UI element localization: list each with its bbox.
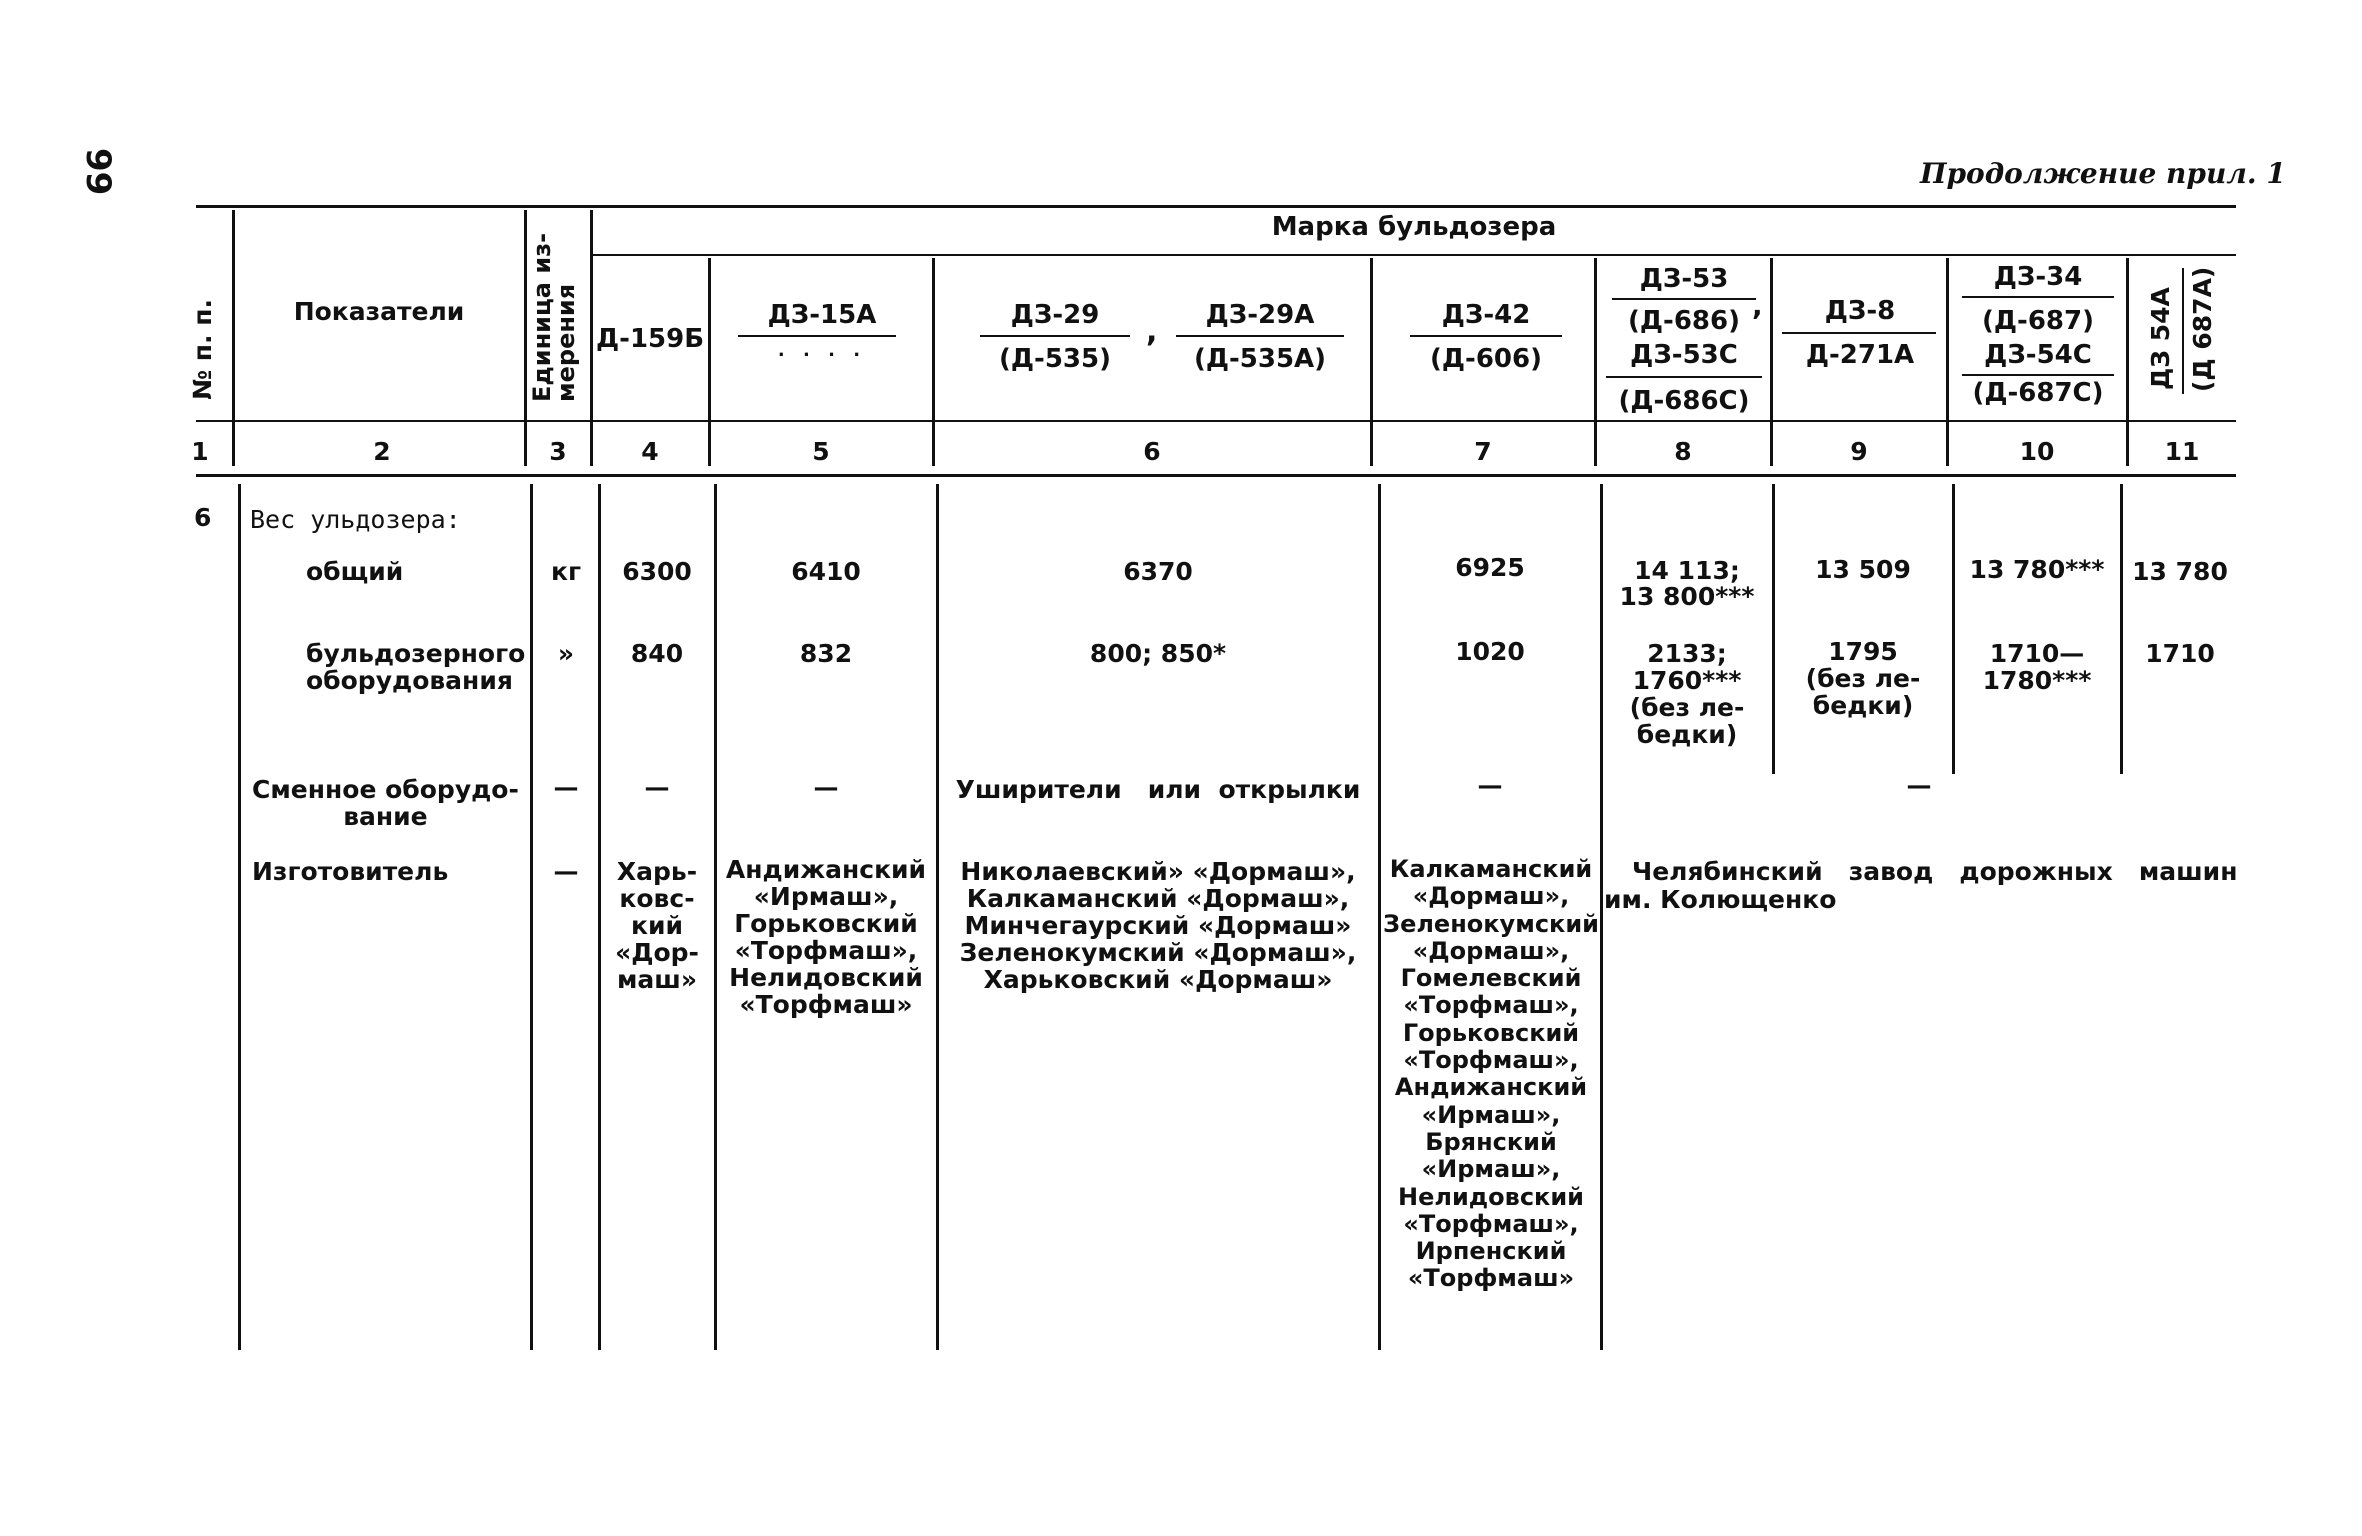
fraction-bar: [2182, 268, 2184, 394]
fraction-bar: [1612, 298, 1756, 300]
col-num-header: № п. п.: [188, 298, 217, 400]
model-c8-comma: ,: [1752, 289, 1763, 322]
continuation-label: Продолжение прил. 1: [1920, 157, 2286, 190]
fraction-bar: [1176, 335, 1344, 337]
equipment-c9: 1795 (без ле- бедки): [1805, 637, 1921, 720]
header-vline: [1946, 258, 1949, 466]
model-c8-l3: ДЗ-53С: [1630, 340, 1738, 370]
model-c6b-bottom: (Д-535А): [1193, 344, 1327, 374]
replaceable-c7: —: [1477, 771, 1503, 800]
equipment-c5: 832: [799, 639, 853, 668]
col-number: 10: [2019, 437, 2055, 466]
total-c8: 14 113; 13 800***: [1619, 556, 1755, 611]
header-vline: [1594, 258, 1597, 466]
manufacturer-c8-11-line2: им. Колющенко: [1604, 885, 1837, 914]
body-vline: [530, 484, 533, 1350]
col-number: 4: [641, 437, 659, 466]
equipment-c7: 1020: [1455, 637, 1525, 666]
fraction-bar: [980, 335, 1130, 337]
model-c11-bottom: (Д 687А): [2188, 266, 2217, 392]
total-label: общий: [306, 557, 404, 586]
header-vline: [232, 210, 235, 466]
brand-group-header: Марка бульдозера: [1271, 212, 1557, 242]
model-c4: Д-159Б: [596, 324, 705, 354]
total-c5: 6410: [791, 557, 861, 586]
header-vline: [1370, 258, 1373, 466]
manufacturer-label: Изготовитель: [252, 857, 449, 886]
manufacturer-unit: —: [553, 857, 579, 886]
replaceable-c5: —: [813, 773, 839, 802]
total-c4: 6300: [622, 557, 692, 586]
replaceable-unit: —: [553, 773, 579, 802]
col-number: 9: [1850, 437, 1868, 466]
total-c6: 6370: [1123, 557, 1193, 586]
manufacturer-c5: Андижанский «Ирмаш», Горьковский «Торфмаш», Нелидовский «Торфмаш»: [725, 855, 927, 1019]
model-c8-l2: (Д-686): [1628, 306, 1740, 336]
header-vline: [590, 210, 593, 466]
model-c10-l3: ДЗ-54С: [1984, 340, 2092, 370]
brand-group-rule: [592, 254, 2236, 256]
weight-title: Вес ульдозера:: [250, 505, 461, 534]
header-vline: [1770, 258, 1773, 466]
manufacturer-c6: Николаевский» «Дормаш», Калкаманский «Дормаш», Минчегаурский «Дормаш» Зеленокумский «Дормаш», Харьковский «Дормаш»: [959, 857, 1357, 994]
total-c11: 13 780: [2132, 557, 2228, 586]
equipment-c4: 840: [630, 639, 684, 668]
manufacturer-c8-11-line1: Челябинский завод дорожных машин: [1632, 857, 2238, 886]
header-vline: [524, 210, 527, 466]
equipment-c6: 800; 850*: [1089, 639, 1227, 668]
model-c10-l2: (Д-687): [1982, 306, 2094, 336]
total-c9: 13 509: [1815, 555, 1911, 584]
fraction-bar: [1410, 335, 1562, 337]
model-c5-top: ДЗ-15А: [767, 300, 877, 330]
row-number: 6: [194, 503, 212, 532]
col-number: 11: [2164, 437, 2200, 466]
header-bottom-rule: [196, 420, 2236, 422]
model-c7-top: ДЗ-42: [1441, 300, 1531, 330]
manufacturer-c7: Калкаманский «Дормаш», Зеленокумский «Дормаш», Гомелевский «Торфмаш», Горьковский «Торфмаш», Андижанский «Ирмаш», Брянский «Ирмаш», Нелидовский «Торфмаш», Ирпенский «Торфмаш»: [1383, 855, 1599, 1293]
model-c10-l4: (Д-687С): [1972, 378, 2104, 408]
total-c7: 6925: [1455, 553, 1525, 582]
total-unit: кг: [550, 557, 582, 586]
model-c8-l1: ДЗ-53: [1639, 264, 1729, 294]
page-number: 99: [78, 148, 118, 196]
equipment-c11: 1710: [2145, 639, 2215, 668]
col-number: 6: [1143, 437, 1161, 466]
manufacturer-c4: Харь- ковс- кий «Дор- маш»: [615, 857, 699, 994]
model-c10-l1: ДЗ-34: [1993, 262, 2083, 292]
unit-header: Единица из- мерения: [528, 232, 580, 402]
header-vline: [2126, 258, 2129, 466]
colnum-bottom-rule: [196, 474, 2236, 477]
model-c6-comma: ,: [1146, 314, 1158, 349]
model-c11-top: ДЗ 54А: [2146, 287, 2175, 390]
fraction-bar: [738, 335, 896, 337]
col-number: 1: [191, 437, 209, 466]
table-top-rule: [196, 205, 2236, 208]
equipment-c10: 1710— 1780***: [1982, 639, 2092, 695]
model-c8-l4: (Д-686С): [1618, 386, 1750, 416]
model-c7-bottom: (Д-606): [1430, 344, 1542, 374]
col-number: 3: [549, 437, 567, 466]
body-vline: [1952, 484, 1955, 774]
equipment-label: бульдозерного оборудования: [306, 639, 526, 695]
fraction-bar: [1782, 332, 1936, 334]
col-number: 7: [1474, 437, 1492, 466]
col-number: 2: [373, 437, 391, 466]
model-c6a-top: ДЗ-29: [1010, 300, 1100, 330]
fraction-bar: [1962, 296, 2114, 298]
equipment-c8: 2133; 1760*** (без ле- бедки): [1629, 639, 1745, 749]
col-number: 5: [812, 437, 830, 466]
equipment-unit: »: [557, 639, 575, 668]
model-c6b-top: ДЗ-29А: [1205, 300, 1315, 330]
indicator-header: Показатели: [293, 297, 465, 326]
total-c10: 13 780***: [1969, 555, 2105, 584]
header-vline: [932, 258, 935, 466]
body-vline: [238, 484, 241, 1350]
model-c9-top: ДЗ-8: [1824, 296, 1896, 326]
col-number: 8: [1674, 437, 1692, 466]
replaceable-c6: Уширители или открылки: [955, 775, 1361, 804]
model-c5-bottom: . . . .: [777, 340, 867, 361]
replaceable-c4: —: [644, 773, 670, 802]
fraction-bar: [1606, 376, 1762, 378]
body-vline: [1772, 484, 1775, 774]
body-vline: [2120, 484, 2123, 774]
fraction-bar: [1962, 374, 2114, 376]
replaceable-c8-11: —: [1906, 771, 1932, 800]
replaceable-label: Сменное оборудо- вание: [252, 775, 519, 831]
model-c6a-bottom: (Д-535): [999, 344, 1111, 374]
model-c9-bottom: Д-271А: [1805, 340, 1915, 370]
header-vline: [708, 258, 711, 466]
